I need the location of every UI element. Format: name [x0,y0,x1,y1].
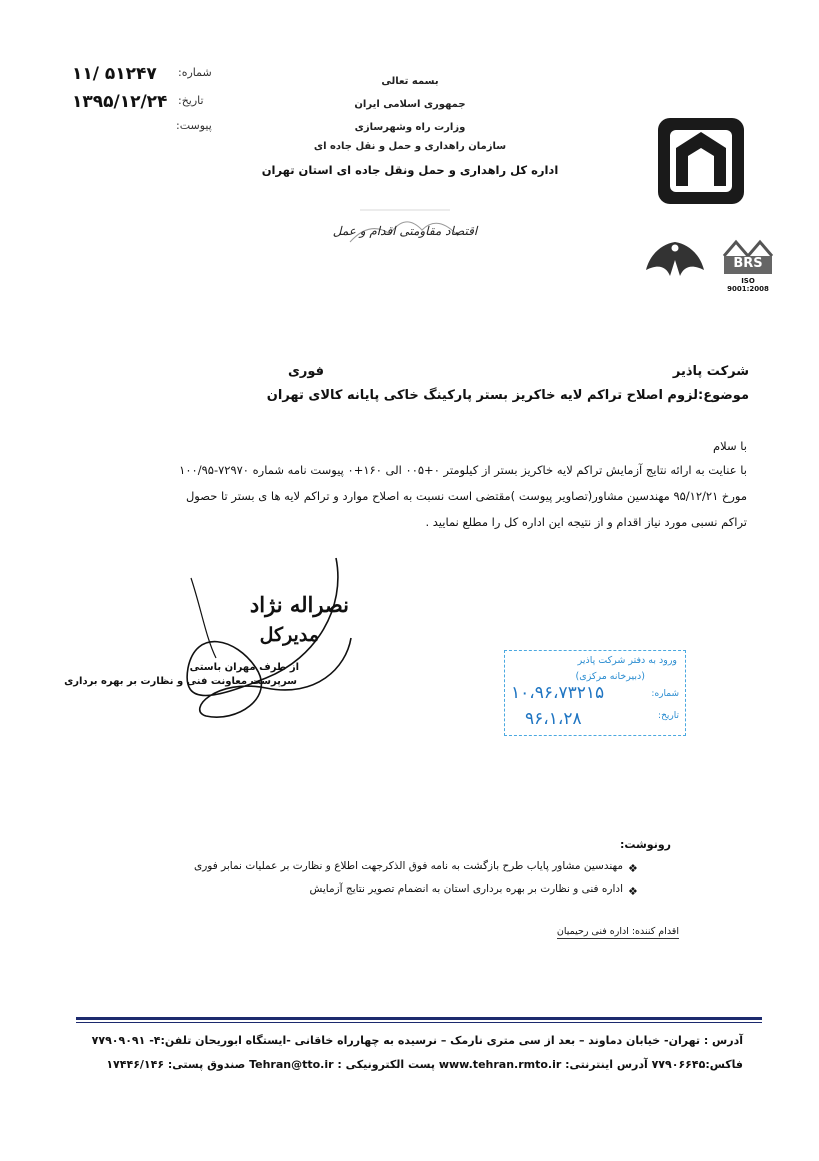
body-line-3: تراکم نسبی مورد نیاز اقدام و از نتیجه این اداره کل را مطلع نمایید . [425,515,747,529]
stamp-number-value: ۱۰،۹۶،۷۳۲۱۵ [511,683,605,703]
stamp-line-2: (دبیرخانه مرکزی) [575,671,645,682]
greeting: با سلام [713,439,747,453]
letter-date-label: تاریخ: [178,94,204,107]
letter-number-value: ۱۱/ ۵۱۲۴۷ [72,64,157,84]
action-by: اقدام کننده: اداره فنی رحیمیان [556,926,679,937]
header-ministry: وزارت راه وشهرسازی [354,122,466,133]
footer-rule-thin [76,1022,762,1023]
body-line-2: مورخ ۹۵/۱۲/۲۱ مهندسین مشاور(تصاویر پیوست )مقتضی است نسبت به اصلاح موارد و تراکم لایه ها ی بستر تا حصول [185,489,747,503]
urgency-label: فوری [288,364,325,379]
organization-logo [656,116,746,206]
recipient: شرکت پاذیر [672,364,749,379]
slogan-calligraphy [330,200,480,256]
stamp-date-value: ۹۶،۱،۲۸ [525,709,582,729]
header-bismillah: بسمه تعالی [381,76,439,87]
cc-bullet-icon: ❖ [628,885,638,898]
cc-bullet-icon: ❖ [628,862,638,875]
footer-rule [76,1017,762,1020]
footer-contact: فاکس:۷۷۹۰۶۶۴۵ آدرس اینترنتی: www.tehran.rmto.ir پست الکترونیکی : Tehran@tto.ir صندوق پستی: ۱۷۴۴۶/۱۴۶ [106,1058,743,1071]
header-organization: سازمان راهداری و حمل و نقل جاده ای [313,141,507,152]
cc-item-2: اداره فنی و نظارت بر بهره برداری استان به انضمام تصویر نتایج آزمایش [309,883,623,895]
signatory-role: سرپرست معاونت فنی و نظارت بر بهره برداری [64,676,297,687]
letter-number-label: شماره: [178,66,212,79]
cc-item-1: مهندسین مشاور پایاب طرح بازگشت به نامه فوق الذکرجهت اطلاع و نظارت بر عملیات نمابر فوری [194,860,623,872]
brs-text: BRS [733,256,763,271]
footer-address: آدرس : تهران- خیابان دماوند – بعد از سی متری نارمک – نرسیده به چهارراه خاقانی -ایستگاه ابوریحان تلفن:۴- ۷۷۹۰۹۰۹۱ [91,1034,743,1047]
slogan-text: اقتصاد مقاومتی اقدام و عمل [332,224,478,238]
stamp-number-label: شماره: [651,689,679,699]
header-department: اداره کل راهداری و حمل ونقل جاده ای استان تهران [261,163,559,177]
subject-line: موضوع:لزوم اصلاح تراکم لایه خاکریز بستر پارکینگ خاکی پایانه کالای تهران [266,388,749,403]
iso-text: ISO 9001:2008 [727,277,769,293]
reception-stamp [504,650,686,736]
on-behalf-text: از طرف مهران باستی [189,662,299,673]
signatory-name: نصراله نژاد [249,592,349,617]
body-line-1: با عنایت به ارائه نتایج آزمایش تراکم لایه خاکریز بستر از کیلومتر ۰+۰۰۵ الی ۱۶۰+۰ پیوست نامه شماره ۷۲۹۷۰-۱۰۰/۹۵ [179,463,747,477]
stamp-date-label: تاریخ: [658,711,679,721]
certification-eagle-logo [640,236,710,286]
attachment-label: پیوست: [176,119,212,132]
signatory-title: مدیرکل [259,624,319,646]
letter-date-value: ۱۳۹۵/۱۲/۲۴ [72,92,168,112]
header-republic: جمهوری اسلامی ایران [354,99,466,110]
certification-brs-logo [720,236,776,293]
cc-heading: رونوشت: [619,838,671,851]
stamp-line-1: ورود به دفتر شرکت پاذیر [577,655,677,666]
